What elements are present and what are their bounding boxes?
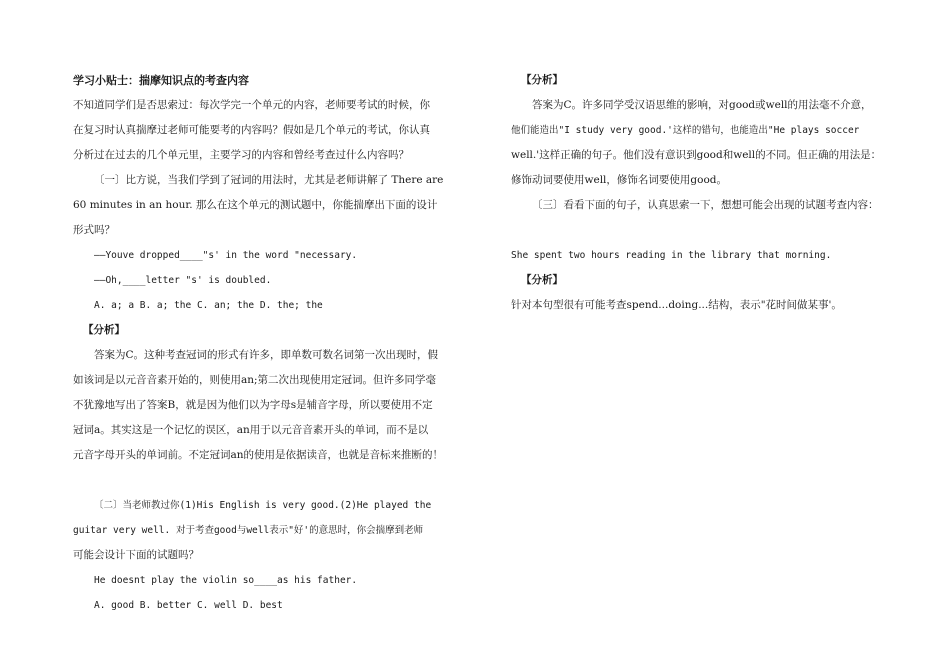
section-2-line-1: 〔二〕当老师教过你(1)His English is very good.(2)He played the <box>94 500 432 511</box>
example-sentence: She spent two hours reading in the library that morning. <box>511 250 832 261</box>
question-2-options: A. good B. better C. well D. best <box>94 600 283 611</box>
analysis-2-line-3: well.'这样正确的句子。他们没有意识到good和well的不同。但正确的用法是： <box>511 149 882 161</box>
analysis-2-line-1: 答案为C。许多同学受汉语思维的影响，对good或well的用法毫不介意， <box>532 99 872 111</box>
analysis-2-line-2: 他们能造出"I study very good.'这样的错句，也能造出"He plays soccer <box>511 125 860 136</box>
analysis-heading-1: 【分析】 <box>83 324 125 336</box>
analysis-1-line-1: 答案为C。这种考查冠词的形式有许多，即单数可数名词第一次出现时，假 <box>94 349 439 361</box>
analysis-1-line-4: 冠词a。其实这是一个记忆的误区，an用于以元音音素开头的单词，而不是以 <box>73 424 429 436</box>
section-1-line-2: 60 minutes in an hour. 那么在这个单元的测试题中，你能揣摩出下面的设计 <box>73 199 438 211</box>
paragraph-gap <box>511 218 883 243</box>
section-1-line-3: 形式吗？ <box>73 224 115 236</box>
intro-line-1: 不知道同学们是否思索过：每次学完一个单元的内容，老师要考试的时候，你 <box>73 99 430 111</box>
analysis-1-line-2: 如该词是以元音音素开始的，则使用an;第二次出现使用定冠词。但许多同学毫 <box>73 374 437 386</box>
section-2-line-3: 可能会设计下面的试题吗？ <box>73 549 199 561</box>
right-column <box>511 68 883 318</box>
analysis-1-line-3: 不犹豫地写出了答案B，就是因为他们以为字母s是辅音字母，所以要使用不定 <box>73 399 433 411</box>
analysis-3-text: 针对本句型很有可能考查spend...doing...结构，表示"花时间做某事'。 <box>511 299 842 311</box>
intro-line-2: 在复习时认真揣摩过老师可能要考的内容吗？假如是几个单元的考试，你认真 <box>73 124 430 136</box>
left-column <box>73 68 465 618</box>
intro-line-3: 分析过在过去的几个单元里，主要学习的内容和曾经考查过什么内容吗？ <box>73 149 409 161</box>
analysis-heading-2: 【分析】 <box>521 74 563 86</box>
section-1-line-1: 〔一〕比方说，当我们学到了冠词的用法时，尤其是老师讲解了 There are <box>94 174 444 186</box>
question-1-line-2: ——Oh,____letter "s' is doubled. <box>94 275 272 286</box>
analysis-2-line-4: 修饰动词要使用well，修饰名词要使用good。 <box>511 174 728 186</box>
question-1-line-1: ——Youve dropped____"s' in the word "necessary. <box>94 250 358 261</box>
section-2-line-2: guitar very well. 对于考查good与well表示"好'的意思时，你会揣摩到老师 <box>73 525 424 536</box>
analysis-heading-3: 【分析】 <box>521 274 563 286</box>
paragraph-gap <box>73 468 465 493</box>
page-title: 学习小贴士：揣摩知识点的考查内容 <box>73 74 249 87</box>
analysis-1-line-5: 元音字母开头的单词前。不定冠词an的使用是依据读音，也就是音标来推断的！ <box>73 449 444 461</box>
section-3-text: 〔三〕看看下面的句子，认真思索一下，想想可能会出现的试题考查内容： <box>532 199 879 211</box>
question-2: He doesnt play the violin so____as his father. <box>94 575 358 586</box>
question-1-options: A. a; a B. a; the C. an; the D. the; the <box>94 300 323 311</box>
